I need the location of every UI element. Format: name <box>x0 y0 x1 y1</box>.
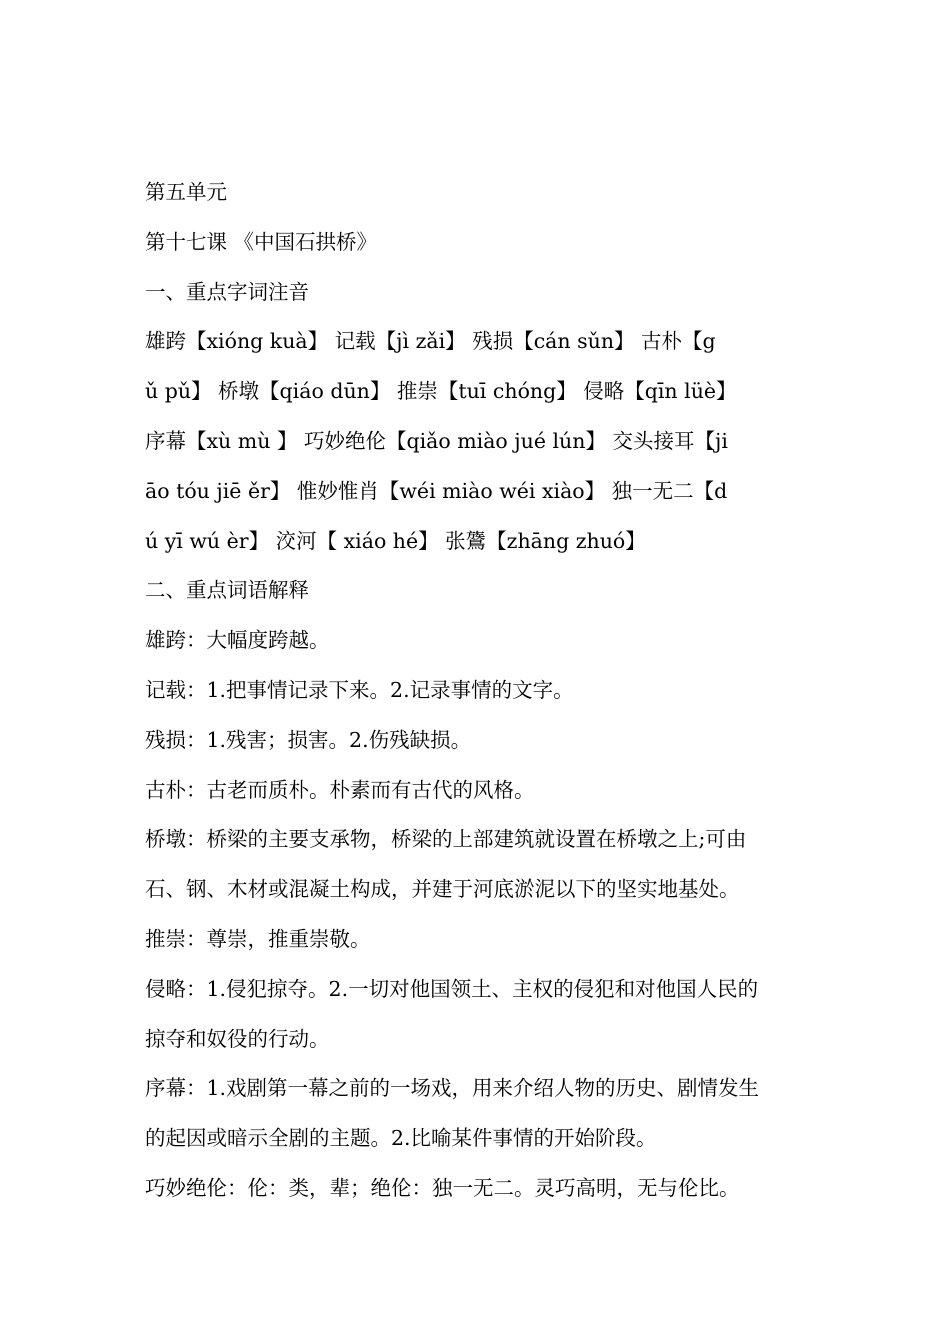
pronunciation-line: ǔ pǔ】 桥墩【qiáo dūn】 推崇【tuī chóng】 侵略【qīn lüè】 <box>145 379 737 404</box>
definition-line: 石、钢、木材或混凝土构成，并建于河底淤泥以下的坚实地基处。 <box>145 877 740 902</box>
definition-line: 掠夺和奴役的行动。 <box>145 1026 330 1051</box>
definition-line: 的起因或暗示全剧的主题。2.比喻某件事情的开始阶段。 <box>145 1126 657 1151</box>
unit-heading: 第五单元 <box>145 180 227 204</box>
document-page <box>145 168 810 1214</box>
section-heading-pronunciation: 一、重点字词注音 <box>145 279 309 304</box>
definition-line: 桥墩：桥梁的主要支承物，桥梁的上部建筑就设置在桥墩之上;可由 <box>145 827 747 852</box>
definition-line: 残损：1.残害；损害。2.伤残缺损。 <box>145 727 472 752</box>
definition-line: 序幕：1.戏剧第一幕之前的一场戏，用来介绍人物的历史、剧情发生 <box>145 1076 760 1101</box>
definition-line: 巧妙绝伦：伦：类，辈；绝伦：独一无二。灵巧高明，无与伦比。 <box>145 1175 740 1200</box>
section-heading-definitions: 二、重点词语解释 <box>145 578 309 603</box>
definition-line: 雄跨：大幅度跨越。 <box>145 628 330 653</box>
definition-line: 推崇：尊崇，推重崇敬。 <box>145 926 371 951</box>
definition-line: 古朴：古老而质朴。朴素而有古代的风格。 <box>145 777 535 802</box>
pronunciation-line: 序幕【xù mù 】 巧妙绝伦【qiǎo miào jué lún】 交头接耳【ji <box>145 428 728 453</box>
definition-line: 侵略：1.侵犯掠夺。2.一切对他国领土、主权的侵犯和对他国人民的 <box>145 976 759 1001</box>
pronunciation-line: ú yī wú èr】 洨河【 xiáo hé】 张鷟【zhāng zhuó】 <box>145 528 646 553</box>
pronunciation-line: āo tóu jiē ěr】 惟妙惟肖【wéi miào wéi xiào】 独一无二【d <box>145 478 728 503</box>
definition-line: 记载：1.把事情记录下来。2.记录事情的文字。 <box>145 677 574 702</box>
pronunciation-line: 雄跨【xióng kuà】 记载【jì zǎi】 残损【cán sǔn】 古朴【g <box>145 329 716 354</box>
lesson-title: 第十七课 《中国石拱桥》 <box>145 229 378 254</box>
